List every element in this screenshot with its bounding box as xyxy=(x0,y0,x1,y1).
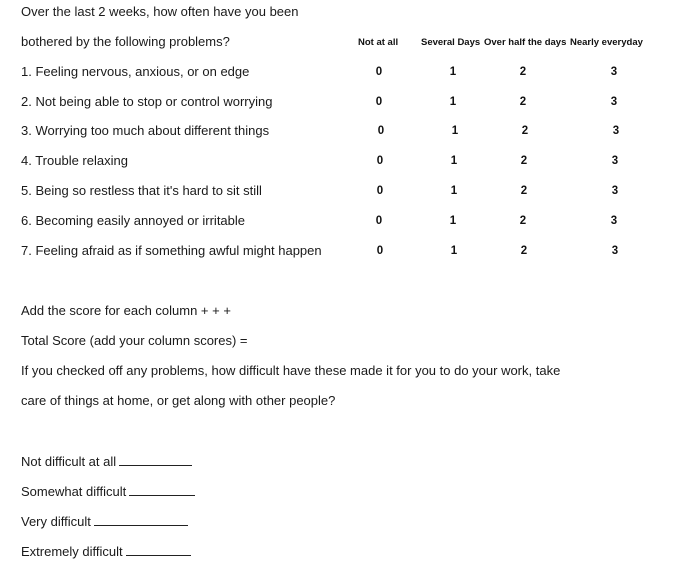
question-text: 3. Worrying too much about different things xyxy=(21,123,270,138)
difficulty-option-somewhat-difficult xyxy=(21,483,195,500)
score-option-3[interactable]: 3 xyxy=(610,66,618,78)
difficulty-option-label: Not difficult at all xyxy=(21,454,117,469)
column-header-nearly-everyday: Nearly everyday xyxy=(570,37,643,48)
score-option-0[interactable]: 0 xyxy=(375,96,383,108)
score-option-1[interactable]: 1 xyxy=(449,96,457,108)
score-option-3[interactable]: 3 xyxy=(610,215,618,227)
score-option-1[interactable]: 1 xyxy=(449,66,457,78)
score-option-0[interactable]: 0 xyxy=(376,185,384,197)
score-option-1[interactable]: 1 xyxy=(451,125,459,137)
answer-blank-line[interactable] xyxy=(126,543,191,556)
column-header-over-half-the-days: Over half the days xyxy=(484,37,567,48)
answer-blank-line[interactable] xyxy=(129,483,195,496)
question-text: 4. Trouble relaxing xyxy=(21,153,128,168)
question-text: 2. Not being able to stop or control worrying xyxy=(21,94,273,109)
score-option-2[interactable]: 2 xyxy=(521,125,529,137)
score-option-1[interactable]: 1 xyxy=(450,185,458,197)
score-option-0[interactable]: 0 xyxy=(376,155,384,167)
score-option-3[interactable]: 3 xyxy=(611,245,619,257)
intro-line-2: bothered by the following problems? xyxy=(21,34,230,49)
difficulty-option-not-difficult xyxy=(21,453,192,470)
score-option-0[interactable]: 0 xyxy=(376,245,384,257)
answer-blank-line[interactable] xyxy=(94,513,188,526)
score-option-2[interactable]: 2 xyxy=(520,245,528,257)
difficulty-option-label: Very difficult xyxy=(21,514,91,529)
score-option-3[interactable]: 3 xyxy=(612,125,620,137)
score-option-3[interactable]: 3 xyxy=(610,96,618,108)
score-option-1[interactable]: 1 xyxy=(450,155,458,167)
score-option-2[interactable]: 2 xyxy=(520,155,528,167)
score-option-0[interactable]: 0 xyxy=(375,215,383,227)
question-text: 7. Feeling afraid as if something awful might happen xyxy=(21,243,322,258)
score-option-1[interactable]: 1 xyxy=(449,215,457,227)
question-text: 5. Being so restless that it's hard to sit still xyxy=(21,183,262,198)
score-option-0[interactable]: 0 xyxy=(377,125,385,137)
answer-blank-line[interactable] xyxy=(119,453,192,466)
difficulty-question-line-1: If you checked off any problems, how difficult have these made it for you to do your work, take xyxy=(21,363,561,378)
difficulty-question-line-2: care of things at home, or get along with other people? xyxy=(21,393,336,408)
score-option-2[interactable]: 2 xyxy=(519,215,527,227)
total-score-label: Total Score (add your column scores) = xyxy=(21,333,248,348)
column-header-not-at-all: Not at all xyxy=(358,37,399,48)
score-option-2[interactable]: 2 xyxy=(519,96,527,108)
score-option-3[interactable]: 3 xyxy=(611,185,619,197)
question-text: 1. Feeling nervous, anxious, or on edge xyxy=(21,64,250,79)
question-text: 6. Becoming easily annoyed or irritable xyxy=(21,213,246,228)
score-option-2[interactable]: 2 xyxy=(520,185,528,197)
score-option-2[interactable]: 2 xyxy=(519,66,527,78)
difficulty-option-extremely-difficult xyxy=(21,543,191,560)
difficulty-option-label: Extremely difficult xyxy=(21,544,123,559)
add-scores-instruction: Add the score for each column + + + xyxy=(21,303,231,318)
difficulty-option-label: Somewhat difficult xyxy=(21,484,127,499)
score-option-3[interactable]: 3 xyxy=(611,155,619,167)
difficulty-option-very-difficult xyxy=(21,513,188,530)
intro-line-1: Over the last 2 weeks, how often have you been xyxy=(21,4,299,19)
column-header-several-days: Several Days xyxy=(421,37,481,48)
score-option-1[interactable]: 1 xyxy=(450,245,458,257)
score-option-0[interactable]: 0 xyxy=(375,66,383,78)
